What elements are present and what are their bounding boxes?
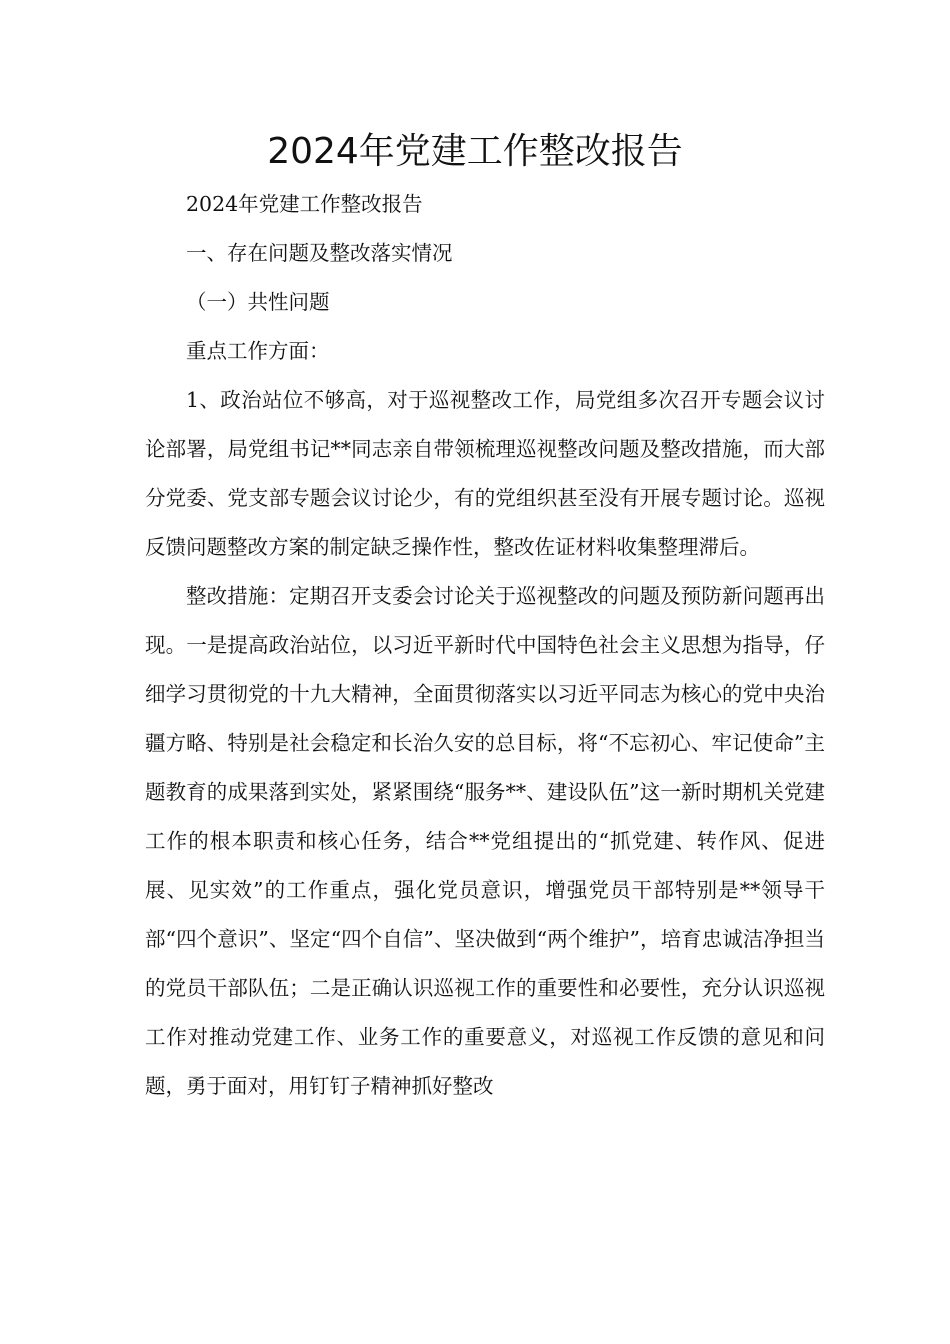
paragraph-subtitle: 2024年党建工作整改报告 (186, 192, 423, 216)
paragraph-subsection-heading: （一）共性问题 (186, 290, 330, 314)
paragraph-measures: 整改措施：定期召开支委会讨论关于巡视整改的问题及预防新问题再出现。一是提高政治站位，以习近平新时代中国特色社会主义思想为指导，仔细学习贯彻党的十九大精神，全面贯彻落实以习近平同志为核心的党中央治疆方略、特别是社会稳定和长治久安的总目标，将“不忘初心、牢记使命”主题教育的成果落到实处，紧紧围绕“服务**、建设队伍”这一新时期机关党建工作的根本职责和核心任务，结合**党组提出的“抓党建、转作风、促进展、见实效”的工作重点，强化党员意识，增强党员干部特别是**领导干部“四个意识”、坚定“四个自信”、坚决做到“两个维护”，培育忠诚洁净担当的党员干部队伍；二是正确认识巡视工作的重要性和必要性，充分认识巡视工作对推动党建工作、业务工作的重要意义，对巡视工作反馈的意见和问题，勇于面对，用钉钉子精神抓好整改 (145, 584, 825, 1098)
document-body (145, 180, 825, 1111)
document-title: 2024年党建工作整改报告 (267, 131, 683, 172)
paragraph-section-heading: 一、存在问题及整改落实情况 (186, 241, 453, 265)
paragraph-key-work: 重点工作方面： (186, 339, 330, 363)
paragraph-issue-1: 1、政治站位不够高，对于巡视整改工作，局党组多次召开专题会议讨论部署，局党组书记**同志亲自带领梳理巡视整改问题及整改措施，而大部分党委、党支部专题会议讨论少，有的党组织甚至没有开展专题讨论。巡视反馈问题整改方案的制定缺乏操作性，整改佐证材料收集整理滞后。 (145, 388, 825, 559)
